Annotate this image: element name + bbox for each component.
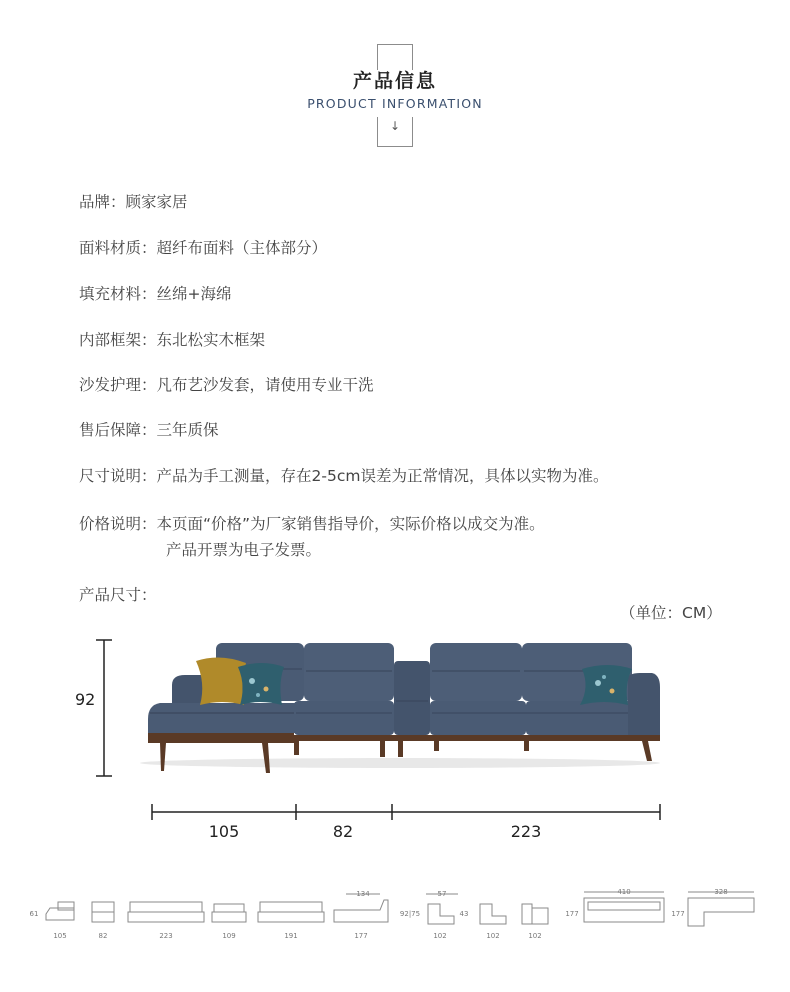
- size-section-label: 产品尺寸：: [79, 586, 157, 604]
- info-label: 填充材料：: [79, 285, 157, 303]
- info-value: 凡布艺沙发套，请使用专业干洗: [156, 376, 374, 394]
- module-thumbnails: [28, 886, 768, 946]
- info-value: 本页面“价格”为厂家销售指导价，实际价格以成交为准。: [156, 515, 545, 533]
- info-label: 面料材质：: [79, 239, 157, 257]
- height-dimension-line: [92, 636, 116, 780]
- width-dimension-line: [148, 800, 668, 824]
- thumb-top-label: 57: [437, 890, 447, 898]
- section-subtitle: PRODUCT INFORMATION: [307, 96, 483, 111]
- info-label: 沙发护理：: [79, 376, 157, 394]
- info-value: 三年质保: [156, 421, 219, 439]
- info-row-fabric: [79, 236, 327, 258]
- info-row-warranty: [79, 418, 219, 440]
- thumb-side-label: 61: [29, 910, 39, 918]
- arrow-down-icon: ↓: [389, 119, 401, 133]
- info-row-care: [79, 373, 374, 395]
- info-label: 内部框架：: [79, 331, 157, 349]
- thumb-label: 191: [284, 932, 298, 940]
- info-row-brand: [79, 190, 188, 212]
- info-row-size-note: [79, 464, 608, 486]
- info-row-price-note: [79, 512, 545, 534]
- info-value: 丝绵+海绵: [156, 285, 232, 303]
- thumb-side-label: 92|75: [399, 910, 421, 918]
- thumb-label: 102: [433, 932, 447, 940]
- thumb-label: 82: [98, 932, 108, 940]
- thumb-side-label: 177: [671, 910, 685, 918]
- thumb-label: 102: [528, 932, 542, 940]
- unit-label: （单位：CM）: [620, 604, 722, 622]
- thumb-top-label: 134: [356, 890, 370, 898]
- info-value: 东北松实木框架: [156, 331, 266, 349]
- info-row-frame: [79, 328, 265, 350]
- info-row-invoice: 产品开票为电子发票。: [166, 541, 322, 559]
- thumb-label: 109: [222, 932, 236, 940]
- thumb-side-label: 177: [565, 910, 579, 918]
- thumb-top-label: 410: [617, 888, 631, 896]
- info-value: 产品为手工测量，存在2-5cm误差为正常情况，具体以实物为准。: [156, 467, 609, 485]
- info-label: 价格说明：: [79, 515, 157, 533]
- info-value: 顾家家居: [125, 193, 188, 211]
- info-label: 售后保障：: [79, 421, 157, 439]
- sofa-image: [0, 625, 790, 785]
- width-label-middle: 82: [332, 822, 354, 841]
- section-title: 产品信息: [352, 70, 437, 92]
- info-value: 超纤布面料（主体部分）: [156, 239, 328, 257]
- thumb-label: 102: [486, 932, 500, 940]
- height-label: 92: [75, 690, 96, 709]
- thumb-top-label: 328: [714, 888, 728, 896]
- info-row-filling: [79, 282, 232, 304]
- info-label: 品牌：: [79, 193, 126, 211]
- info-label: 尺寸说明：: [79, 467, 157, 485]
- width-label-chaise: 105: [208, 822, 240, 841]
- thumb-side-label: 43: [459, 910, 469, 918]
- thumb-label: 223: [159, 932, 173, 940]
- thumb-label: 105: [53, 932, 67, 940]
- thumb-label: 177: [354, 932, 368, 940]
- width-label-right: 223: [510, 822, 542, 841]
